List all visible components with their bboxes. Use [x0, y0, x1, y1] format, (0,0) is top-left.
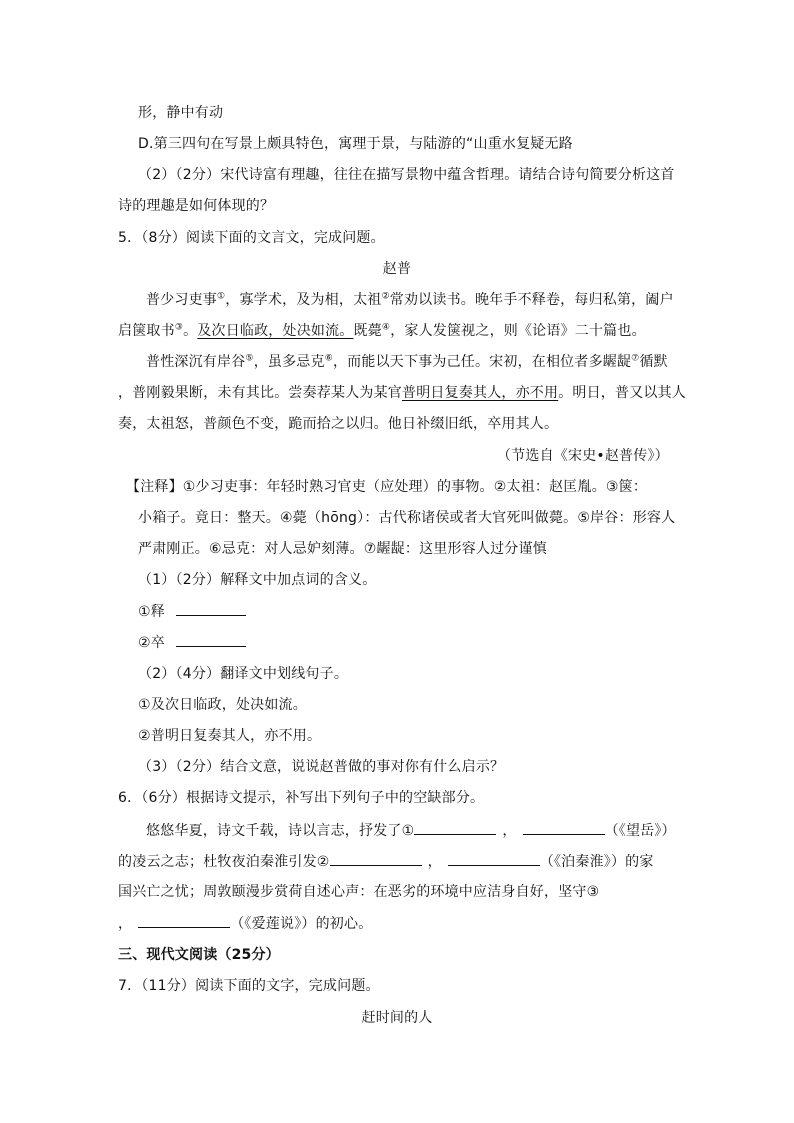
q6-line3: 国兴亡之忧；周敦颐漫步赏荷自述心声：在恶劣的环境中应洁身自好，坚守③	[118, 884, 600, 900]
q5-sub1-item-a: ①释	[138, 601, 246, 622]
answer-blank[interactable]	[330, 851, 422, 866]
q4-sub2-line2: 诗的理趣是如何体现的？	[118, 198, 275, 214]
q4-sub2-line1: （2）（2分）宋代诗富有理趣，往往在描写景物中蕴含哲理。请结合诗句简要分析这首	[138, 167, 675, 183]
q5-header: 5．（8分）阅读下面的文言文，完成问题。	[118, 230, 385, 246]
answer-blank[interactable]	[176, 632, 246, 647]
q5-sub2-item-b: ②普明日复奏其人，亦不用。	[138, 728, 322, 744]
footnote-marker: ⑤	[245, 353, 254, 364]
q7-header: 7．（11分）阅读下面的文字，完成问题。	[118, 978, 380, 994]
q5-sub1-item-b: ②卒	[138, 632, 246, 653]
answer-blank[interactable]	[448, 851, 540, 866]
q5-notes-line2: 小箱子。竟日：整天。④薨（hōng）：古代称诸侯或者大官死叫做薨。⑤岸谷：形容人	[138, 510, 676, 526]
footnote-marker: ⑦	[631, 353, 640, 364]
q5-passage-line1: 普少习吏事①，寡学术，及为相，太祖②常劝以读书。晚年手不释卷，每归私第，阖户	[146, 291, 674, 308]
q5-passage-line3: 普性深沉有岸谷⑤，虽多忌克⑥，而能以天下事为己任。宋初，在相位者多龌龊⑦循默	[146, 353, 668, 370]
q5-notes-line3: 严肃刚正。⑥忌克：对人忌妒刻薄。⑦龌龊：这里形容人过分谨慎	[138, 541, 547, 557]
q5-notes-line1: 【注释】①少习吏事：年轻时熟习官吏（应处理）的事物。②太祖：赵匡胤。③箧：	[126, 479, 648, 495]
q5-passage-title: 赵普	[382, 261, 412, 277]
answer-blank[interactable]	[138, 913, 230, 928]
q5-passage-line2: 启箧取书③。及次日临政，处决如流。既薨④，家人发箧视之，则《论语》二十篇也。	[118, 322, 646, 339]
footnote-marker: ①	[217, 291, 226, 302]
section-3-title: 三、现代文阅读（25分）	[118, 947, 280, 963]
footnote-marker: ④	[381, 322, 391, 333]
answer-blank[interactable]	[523, 820, 605, 835]
q5-passage-line5: 奏，太祖怒，普颜色不变，跪而拾之以归。他日补缀旧纸，卒用其人。	[118, 416, 559, 432]
answer-blank[interactable]	[414, 820, 496, 835]
footnote-marker: ②	[381, 291, 390, 302]
footnote-marker: ③	[174, 322, 184, 333]
q6-line4: ， （《爱莲说》）的初心。	[118, 913, 372, 934]
q5-sub2-item-a: ①及次日临政，处决如流。	[138, 697, 307, 713]
q6-line1: 悠悠华夏，诗文千载，诗以言志，抒发了① ， （《望岳》）	[146, 820, 676, 841]
underlined-sentence-2: 普明日复奏其人，亦不用	[402, 385, 559, 401]
q5-source: （节选自《宋史•赵普传》）	[497, 448, 669, 464]
q5-sub1: （1）（2分）解释文中加点词的含义。	[138, 572, 377, 588]
underlined-sentence-1: 及次日临政，处决如流。	[197, 323, 354, 339]
footnote-marker: ⑥	[324, 353, 333, 364]
q4-option-d: D.第三四句在写景上颇具特色，寓理于景，与陆游的“山重水复疑无路	[138, 136, 573, 152]
q4-option-c-tail: 形，静中有动	[138, 105, 224, 121]
q5-sub2: （2）（4分）翻译文中划线句子。	[138, 666, 349, 682]
answer-blank[interactable]	[176, 601, 246, 616]
q6-header: 6．（6分）根据诗文提示，补写出下列句子中的空缺部分。	[118, 790, 485, 806]
q6-line2: 的凌云之志；杜牧夜泊秦淮引发② ， （《泊秦淮》）的家	[118, 851, 654, 872]
q5-passage-line4: ，普刚毅果断，未有其比。尝奏荐某人为某官普明日复奏其人，亦不用。明日，普又以其人	[118, 385, 687, 401]
q7-passage-title: 赶时间的人	[361, 1010, 433, 1026]
q5-sub3: （3）（2分）结合文意，说说赵普做的事对你有什么启示？	[138, 759, 505, 775]
